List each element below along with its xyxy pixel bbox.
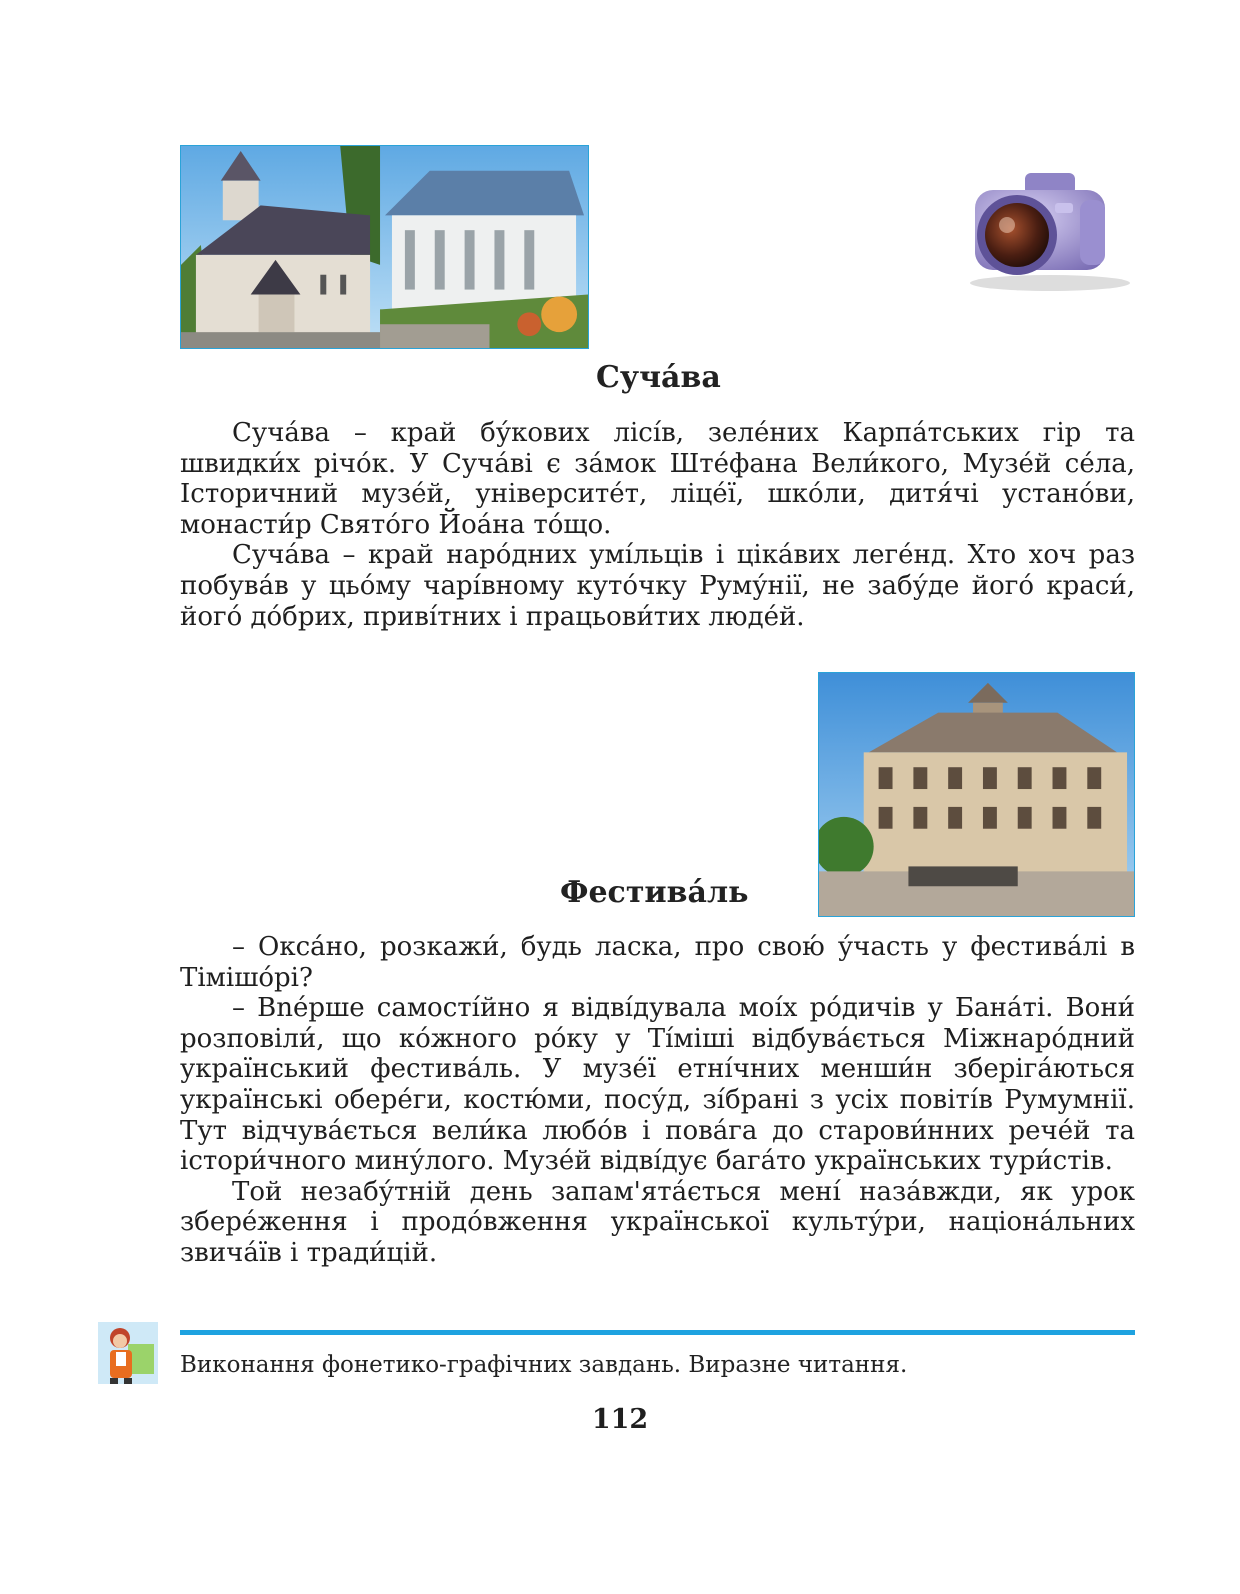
- camera-icon: [955, 165, 1140, 295]
- paragraph: – Окса́но, розкажи́, будь ласка, про свою́ у́часть у фестива́лі в Тімішо́рі?: [180, 932, 1135, 993]
- page-number: 112: [591, 1404, 649, 1435]
- paragraph: Суча́ва – край бу́кових лісі́в, зеле́них Карпа́тських гір та швидки́х річо́к. У Суча́ві є за́мок Ште́фана Вели́кого, Музе́й се́ла, Історичний музе́й, університе́т, ліце́ї, шко́ли, дитя́чі устано́ви, монасти́р Свято́го Йоа́на то́що.: [180, 418, 1135, 540]
- teacher-icon: [98, 1322, 158, 1384]
- section-title-festival: Фестива́ль: [560, 875, 749, 910]
- paragraph: – Вnépше самості́йно я відві́дувала моі́х ро́дичів у Бана́ті. Вони́ розповіли́, що ко́жного ро́ку у Ті́міші відбува́ється Міжнаро́дний український фестива́ль. У музе́ї етні́чних менши́н зберіга́ються українські обере́ги, костю́ми, посу́д, зі́брані з усіх повіті́в Румумнії. Тут відчува́ється вели́ка любо́в і пова́га до старови́нних рече́й та істори́чного мину́лого. Музе́й відві́дує бага́то українських тури́стів.: [180, 993, 1135, 1177]
- timisoara-building-photo: [818, 672, 1135, 917]
- divider-rule: [180, 1330, 1135, 1335]
- suceava-churches-photo: [180, 145, 589, 349]
- task-note: Виконання фонетико-графічних завдань. Виразне читання.: [180, 1352, 908, 1378]
- paragraph: Суча́ва – край наро́дних умі́льців і ціка́вих леге́нд. Хто хоч раз побува́в у цьо́му чарі́вному куто́чку Руму́нії, не забу́де його́ краси́, його́ до́брих, приві́тних і працьови́тих люде́й.: [180, 540, 1135, 632]
- festival-text: [180, 932, 1135, 1269]
- section-title-suceava: Суча́ва: [596, 360, 721, 395]
- suceava-text: [180, 418, 1135, 632]
- paragraph: Той незабу́тній день запам'ята́ється мені́ наза́вжди, як урок збере́ження і продо́вження української культу́ри, націона́льних звича́їв і тради́цій.: [180, 1176, 1135, 1268]
